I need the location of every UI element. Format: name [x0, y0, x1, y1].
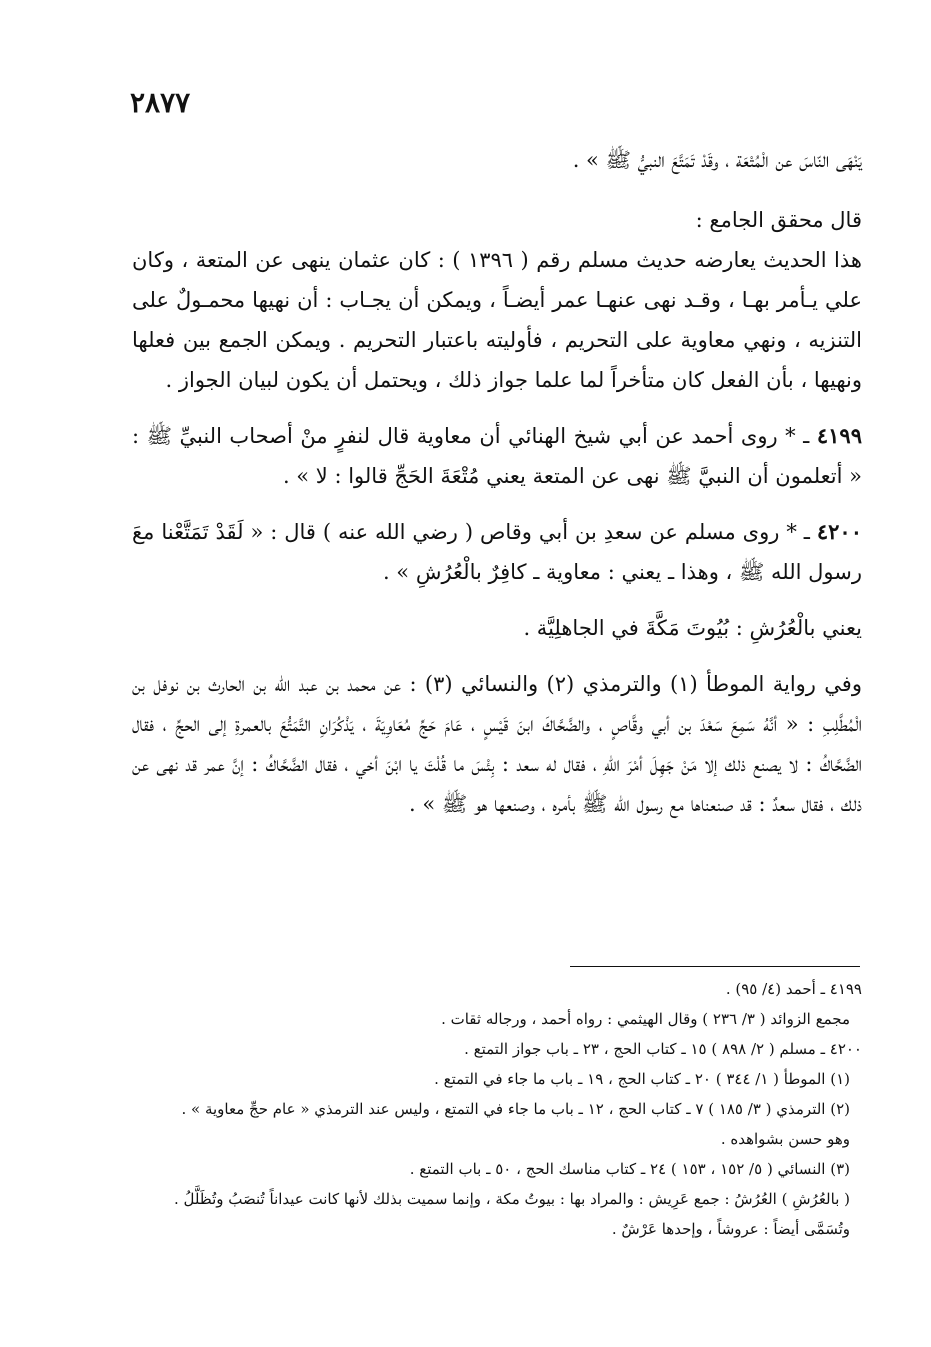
footnote-line: ٤١٩٩ ـ أحمد (٤/ ٩٥) . — [725, 980, 862, 998]
hadith-4200-number: ٤٢٠٠ — [816, 519, 862, 544]
hadith-4200 — [132, 512, 862, 592]
hadith-4199-number: ٤١٩٩ — [816, 423, 862, 448]
hadith-4199 — [132, 416, 862, 496]
riwaya-paragraph: وفي رواية الموطأ (١) والترمذي (٢) والنسائي (٣) : عن محمد بن عبد الله بن الحارث بن نوفل بن الْمُطَّلِبِ : « أنَّهُ سَمِعَ سَعْدَ بن أبي وقَّاصٍ ، والضَّحَّاكَ ابنَ قَيْسٍ ، عَامَ حَجِّ مُعَاوِيَةَ ، يَذْكُرَانِ التَّمَتُّعَ بالعمرةِ إلى الحجِّ ، فقال الضَّحَّاكُ : لا يصنع ذلك إلا مَنْ جَهِلَ أمْرَ اللهِ ، فقال له سعد : بِئْسَ ما قُلْتَ يا ابْنَ أخي ، فقال الضَّحَّاكُ : إنَّ عمر قد نهى عن ذلك ، فقال سعدٌ : قد صنعناها مع رسول الله ﷺ بأمره ، وصنعها هو ﷺ » . — [132, 672, 862, 816]
footnote-line: مجمع الزوائد ( ٣/ ٢٣٦ ) وقال الهيثمي : رواه أحمد ، ورجاله ثقات . — [441, 1010, 850, 1028]
commentary-paragraph: هذا الحديث يعارضه حديث مسلم رقم ( ١٣٩٦ ) : كان عثمان ينهى عن المتعة ، وكان علي يـأمر بهـا ، وقـد نهى عنهـا عمر أيضـاً ، ويمكن أن يجـاب : أن نهيها محمـولٌ على التنزيه ، ونهي معاوية على التحريم ، فأوليته باعتبار التحريم . ويمكن الجمع بين فعلها ونهيها ، بأن الفعل كان متأخراً لما علما جواز ذلك ، ويحتمل أن يكون لبيان الجواز . — [132, 248, 862, 392]
main-text — [132, 140, 862, 824]
hadith-4199-text: ـ * روى أحمد عن أبي شيخ الهنائي أن معاوية قال لنفرٍ منْ أصحاب النبيِّ ﷺ : « أتعلمون أن النبيَّ ﷺ نهى عن المتعة يعني مُتْعَةَ الحَجِّ قالوا : لا » . — [132, 424, 862, 488]
page-number: ٢٨٧٧ — [130, 86, 191, 119]
section-heading: قال محقق الجامع : — [695, 208, 862, 232]
footnote-line: (٣) النسائي ( ٥/ ١٥٢ ، ١٥٣ ) ٢٤ ـ كتاب مناسك الحج ، ٥٠ ـ باب التمتع . — [409, 1160, 850, 1178]
intro-paragraph: يَنْهَى النّاسَ عن الْمُتْعَة ، وقَدْ تَمَتَّعَ النبيُّ ﷺ » . — [572, 148, 862, 172]
hadith-4200-text: ـ * روى مسلم عن سعدِ بن أبي وقاص ( رضي الله عنه ) قال : « لَقَدْ تَمَتَّعْنا معَ رسول الله ﷺ ، وهذا ـ يعني : معاوية ـ كافِرٌ بالْعُرُشِ » . — [132, 520, 862, 584]
footnote-line: ( بالعُرُشِ ) العُرُشُ : جمع عَرِيش : والمراد بها : بيوتُ مكة ، وإنما سميت بذلك لأنها كانت عيداناً تُنصَبُ وتُظَلَّلُ . وتُسَمَّى أيضاً : عروشاً ، وإحدها عَرْشٌ . — [173, 1190, 850, 1238]
footnote-line: (١) الموطأ ( ١/ ٣٤٤ ) ٢٠ ـ كتاب الحج ، ١٩ ـ باب ما جاء في التمتع . — [434, 1070, 850, 1088]
arush-explanation: يعني بالْعُرُشِ : بُيُوتَ مَكَّةَ في الجاهلِيَّة . — [523, 616, 862, 640]
footnote-divider — [570, 966, 860, 967]
footnote-line: (٢) الترمذي ( ٣/ ١٨٥ ) ٧ ـ كتاب الحج ، ١٢ ـ باب ما جاء في التمتع ، وليس عند الترمذي « عام حجِّ معاوية » . وهو حسن بشواهده . — [181, 1100, 850, 1148]
footnote-line: ٤٢٠٠ ـ مسلم ( ٢/ ٨٩٨ ) ١٥ ـ كتاب الحج ، ٢٣ ـ باب جواز التمتع . — [464, 1040, 862, 1058]
footnotes — [170, 974, 862, 1244]
